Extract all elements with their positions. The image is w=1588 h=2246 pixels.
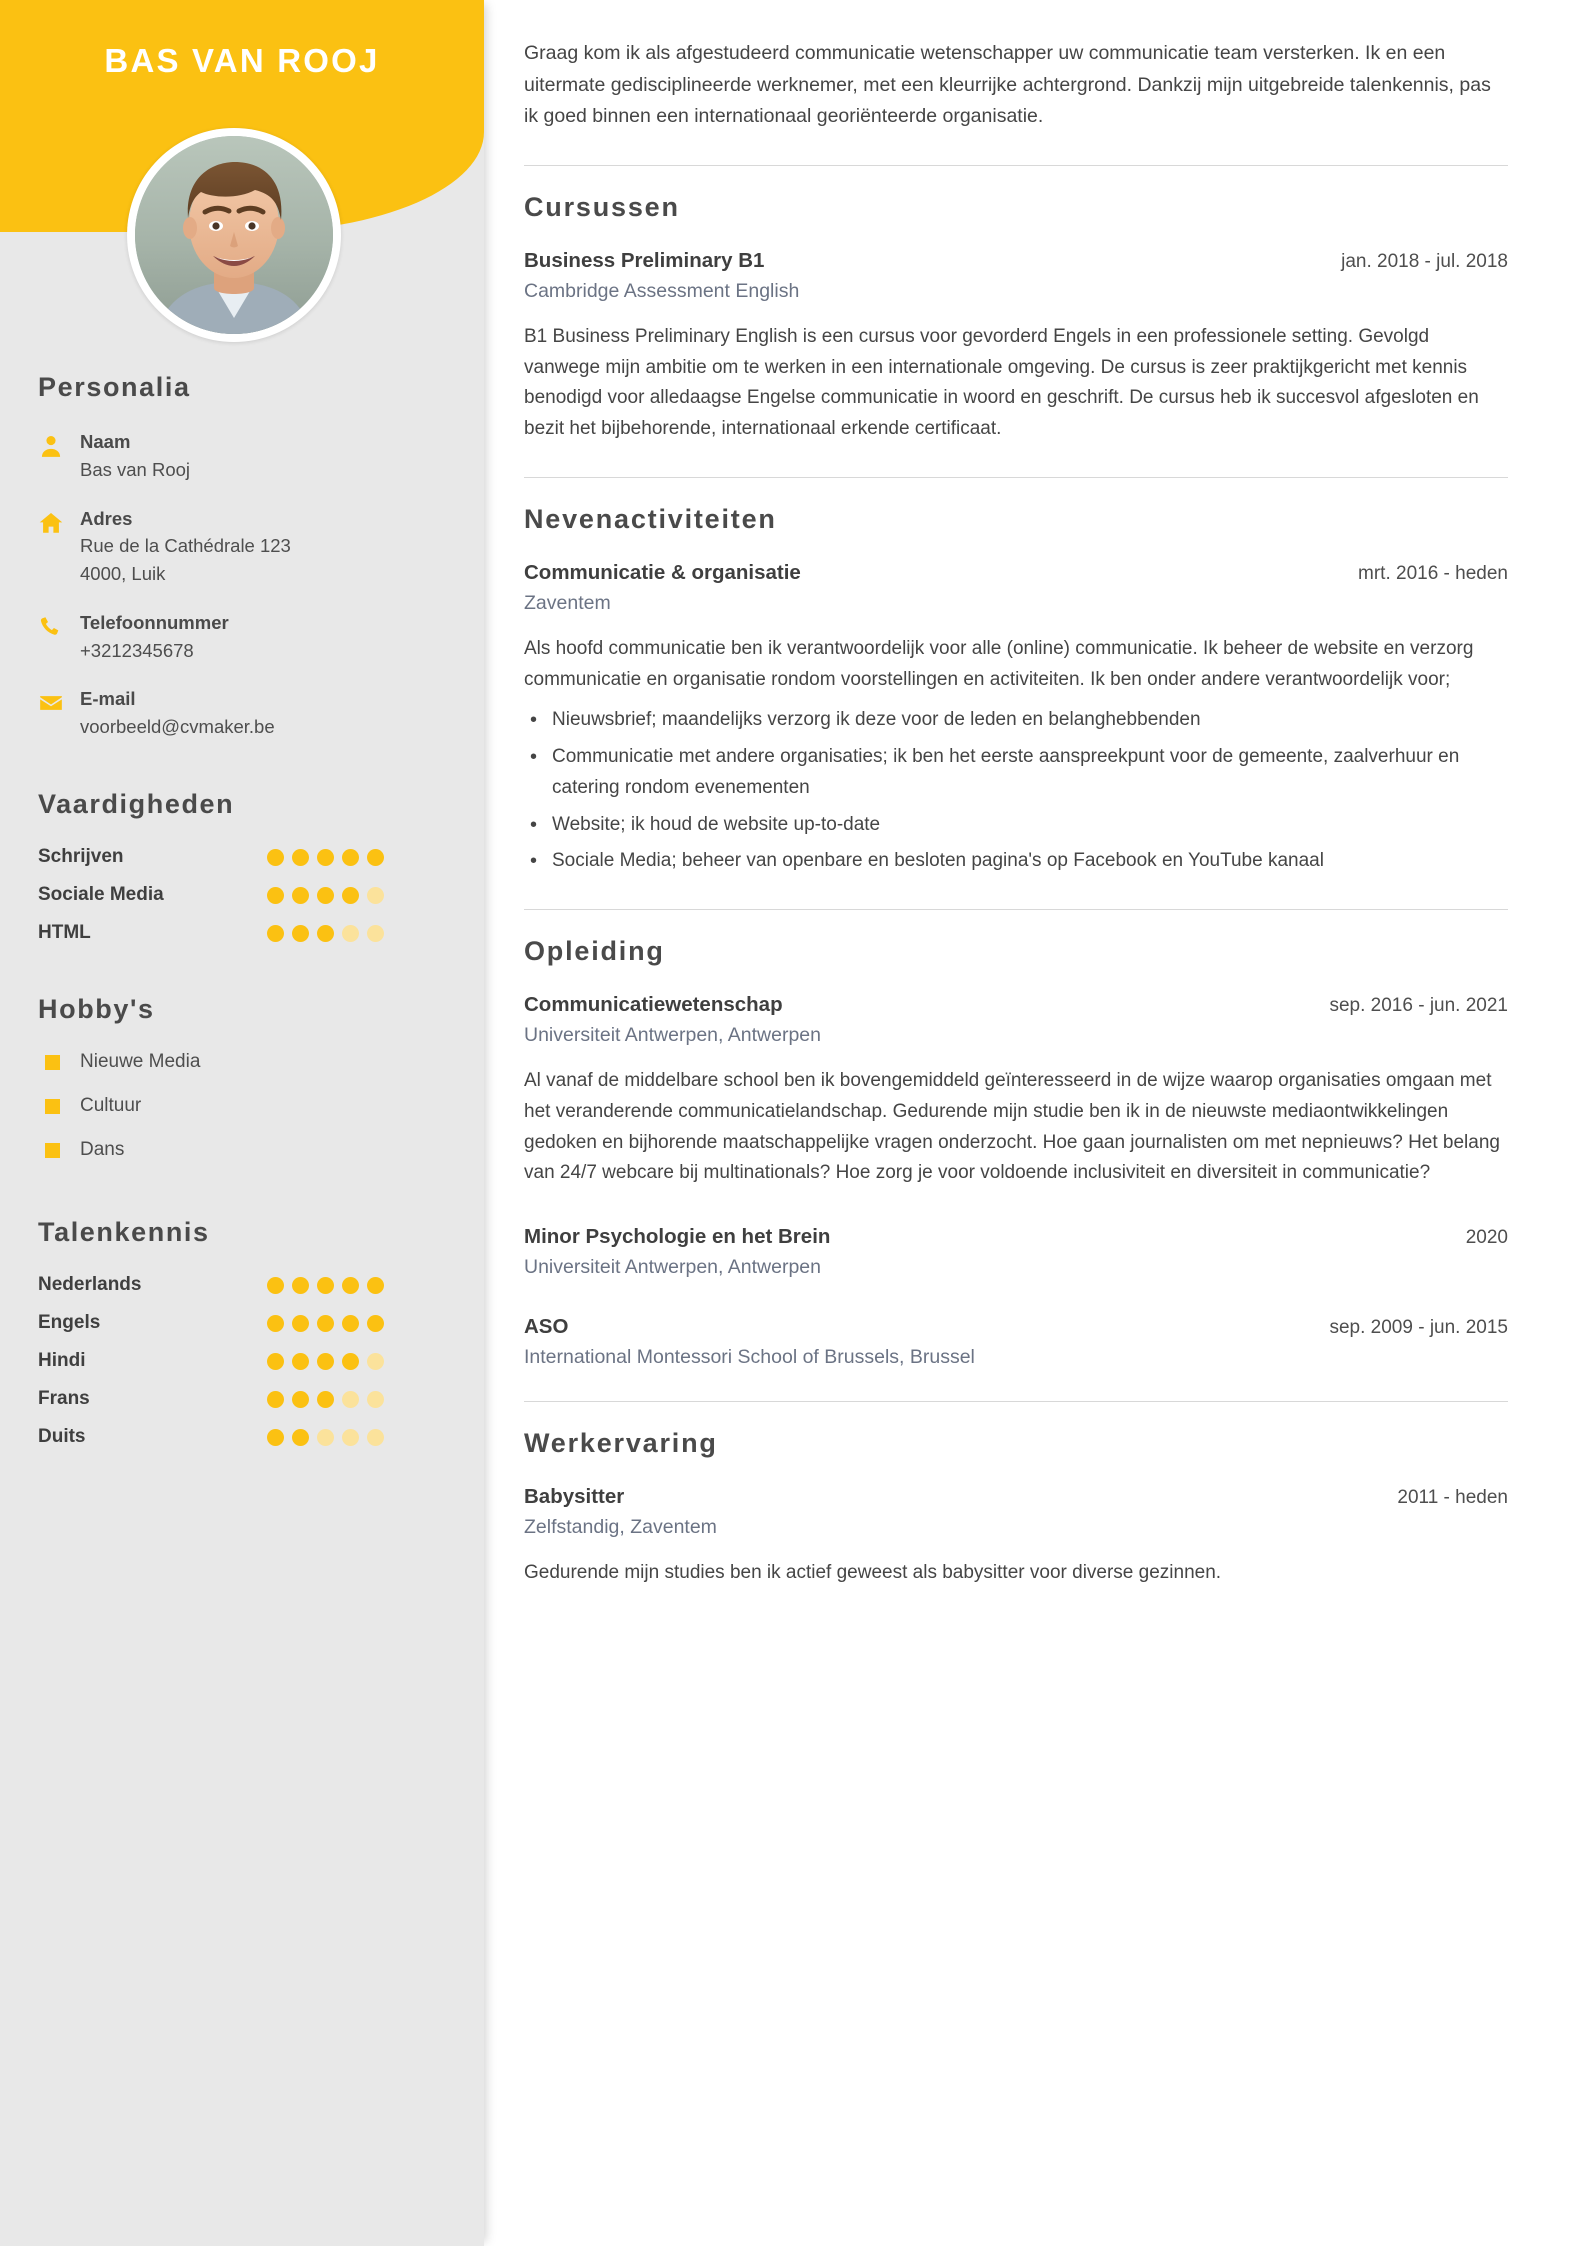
entry-date: jan. 2018 - jul. 2018 bbox=[1341, 250, 1508, 272]
entry-header bbox=[524, 1225, 1508, 1249]
rating-dot bbox=[367, 1315, 384, 1332]
entry-description: Gedurende mijn studies ben ik actief geweest als babysitter voor diverse gezinnen. bbox=[524, 1562, 1222, 1584]
list-item: • Website; ik houd de website up-to-date bbox=[524, 810, 1508, 841]
rating-dot bbox=[292, 849, 309, 866]
rating-dot bbox=[292, 925, 309, 942]
rating-dot bbox=[367, 1429, 384, 1446]
contact-label: E-mail bbox=[80, 688, 136, 710]
rating-dot bbox=[342, 887, 359, 904]
hobby-label: Cultuur bbox=[80, 1095, 142, 1116]
envelope-icon bbox=[38, 686, 80, 716]
bullet-square-icon bbox=[45, 1143, 60, 1158]
hobby-label: Dans bbox=[80, 1139, 125, 1160]
rating-dot bbox=[317, 887, 334, 904]
rating-dot bbox=[367, 887, 384, 904]
rating-dot bbox=[267, 1315, 284, 1332]
rating-dot bbox=[367, 1353, 384, 1370]
hobbies-heading: Hobby's bbox=[38, 994, 155, 1024]
entry-bullet-list bbox=[524, 705, 1508, 877]
rating-dot bbox=[342, 1277, 359, 1294]
entry-date: sep. 2016 - jun. 2021 bbox=[1329, 995, 1508, 1017]
skill-row bbox=[38, 922, 418, 944]
section-divider bbox=[524, 909, 1508, 910]
entry-description: B1 Business Preliminary English is een cursus voor gevorderd Engels in een professionele setting. Gevolgd vanwege mijn ambitie om te werken in een internationale omgeving. De cursus is zeer praktijkgericht met kennis benodigd voor alledaagse Engelse communicatie in woord en geschrift. De cursus heb ik succesvol afgesloten en bezit het bijbehorende, internationaal erkende certificaat. bbox=[524, 325, 1479, 440]
rating-dot bbox=[367, 1391, 384, 1408]
skill-rating bbox=[267, 925, 418, 942]
language-row bbox=[38, 1274, 418, 1296]
rating-dot bbox=[267, 887, 284, 904]
page-title: BAS VAN ROOJ bbox=[104, 42, 380, 79]
hobby-label: Nieuwe Media bbox=[80, 1051, 201, 1072]
rating-dot bbox=[292, 1277, 309, 1294]
language-label: Duits bbox=[38, 1426, 86, 1447]
entry-title: ASO bbox=[524, 1315, 569, 1339]
contact-label: Telefoonnummer bbox=[80, 611, 229, 633]
rating-dot bbox=[317, 1277, 334, 1294]
main-sections bbox=[524, 165, 1508, 1589]
entry-subtitle: Zelfstandig, Zaventem bbox=[524, 1516, 717, 1539]
rating-dot bbox=[342, 849, 359, 866]
language-row bbox=[38, 1388, 418, 1410]
rating-dot bbox=[317, 1429, 334, 1446]
entry-header bbox=[524, 1485, 1508, 1509]
entry-title: Communicatie & organisatie bbox=[524, 560, 801, 584]
rating-dot bbox=[317, 849, 334, 866]
language-row bbox=[38, 1426, 418, 1448]
entry bbox=[524, 1225, 1508, 1279]
contact-item-email bbox=[38, 686, 484, 741]
sidebar-content bbox=[0, 372, 484, 1464]
rating-dot bbox=[267, 925, 284, 942]
skills-heading: Vaardigheden bbox=[38, 789, 235, 819]
language-label: Hindi bbox=[38, 1350, 86, 1371]
section-heading: Werkervaring bbox=[524, 1428, 718, 1459]
entry-description: Al vanaf de middelbare school ben ik bovengemiddeld geïnteresseerd in de wijze waarop organisaties omgaan met het veranderende communicatielandschap. Gedurende mijn studie ben ik in de nieuwste mediaontwikkelingen gedoken en bijhorende maatschappelijke vragen onderzocht. Hoe gaan journalisten om met nepnieuws? Het belang van 24/7 webcare bij multinationals? Hoe zorg je voor voldoende inclusiviteit en diversiteit in communicatie? bbox=[524, 1070, 1500, 1184]
rating-dot bbox=[267, 1277, 284, 1294]
entry-header bbox=[524, 561, 1508, 585]
entry bbox=[524, 1485, 1508, 1589]
entry-title: Babysitter bbox=[524, 1485, 625, 1509]
rating-dot bbox=[342, 1353, 359, 1370]
rating-dot bbox=[317, 925, 334, 942]
section-divider bbox=[524, 165, 1508, 166]
rating-dot bbox=[292, 1353, 309, 1370]
sidebar bbox=[0, 0, 484, 2246]
language-rating bbox=[267, 1315, 418, 1332]
list-item: • Nieuwsbrief; maandelijks verzorg ik deze voor de leden en belanghebbenden bbox=[524, 705, 1508, 736]
entry-title: Communicatiewetenschap bbox=[524, 993, 783, 1017]
personalia-heading: Personalia bbox=[38, 372, 191, 402]
language-row bbox=[38, 1312, 418, 1334]
section-talenkennis bbox=[0, 1217, 484, 1448]
content-section bbox=[524, 477, 1508, 877]
skill-label: HTML bbox=[38, 922, 91, 943]
rating-dot bbox=[317, 1353, 334, 1370]
language-rating bbox=[267, 1429, 418, 1446]
language-rating bbox=[267, 1277, 418, 1294]
contact-label: Adres bbox=[80, 507, 133, 529]
contact-value-line2: 4000, Luik bbox=[80, 563, 166, 585]
contact-value: Bas van Rooj bbox=[80, 458, 191, 480]
entry-subtitle: International Montessori School of Brussels, Brussel bbox=[524, 1346, 975, 1369]
entry-subtitle: Zaventem bbox=[524, 591, 611, 614]
skills-list bbox=[0, 846, 484, 944]
rating-dot bbox=[342, 1391, 359, 1408]
entry-date: 2020 bbox=[1465, 1227, 1508, 1249]
contact-value: +3212345678 bbox=[80, 639, 194, 661]
skill-label: Schrijven bbox=[38, 846, 124, 867]
intro-paragraph: Graag kom ik als afgestudeerd communicatie wetenschapper uw communicatie team versterken. Ik en een uitermate gedisciplineerde werknemer, met een kleurrijke achtergrond. Dankzij mijn uitgebreide talenkennis, pas ik goed binnen een internationaal georiënteerde organisatie. bbox=[524, 42, 1491, 128]
hobby-item bbox=[45, 1139, 484, 1161]
rating-dot bbox=[267, 1391, 284, 1408]
section-divider bbox=[524, 1401, 1508, 1402]
avatar bbox=[127, 128, 341, 342]
section-heading: Nevenactiviteiten bbox=[524, 503, 777, 534]
hobby-item bbox=[45, 1051, 484, 1073]
entry-title: Minor Psychologie en het Brein bbox=[524, 1225, 831, 1249]
section-heading: Opleiding bbox=[524, 936, 665, 967]
rating-dot bbox=[367, 849, 384, 866]
rating-dot bbox=[292, 1429, 309, 1446]
list-item: • Communicatie met andere organisaties; ik ben het eerste aanspreekpunt voor de gemeente, zaalverhuur en catering rondom evenementen bbox=[524, 742, 1508, 804]
language-label: Frans bbox=[38, 1388, 90, 1409]
section-vaardigheden bbox=[0, 789, 484, 944]
contact-label: Naam bbox=[80, 431, 131, 452]
person-icon bbox=[38, 429, 80, 459]
contact-item-naam bbox=[38, 429, 484, 484]
skill-label: Sociale Media bbox=[38, 884, 164, 905]
skill-rating bbox=[267, 887, 418, 904]
content-section bbox=[524, 909, 1508, 1369]
contact-value: voorbeeld@cvmaker.be bbox=[80, 716, 275, 738]
section-hobbys bbox=[0, 994, 484, 1161]
entry bbox=[524, 1315, 1508, 1369]
content-section bbox=[524, 1401, 1508, 1589]
entry-subtitle: Cambridge Assessment English bbox=[524, 279, 800, 302]
rating-dot bbox=[267, 1353, 284, 1370]
section-divider bbox=[524, 477, 1508, 478]
rating-dot bbox=[292, 887, 309, 904]
rating-dot bbox=[292, 1391, 309, 1408]
contact-item-telefoonnummer bbox=[38, 610, 484, 665]
content-section bbox=[524, 165, 1508, 445]
entry bbox=[524, 249, 1508, 445]
bullet-square-icon bbox=[45, 1099, 60, 1114]
language-rating bbox=[267, 1353, 418, 1370]
rating-dot bbox=[317, 1315, 334, 1332]
entry-header bbox=[524, 249, 1508, 273]
list-item: • Sociale Media; beheer van openbare en besloten pagina's op Facebook en YouTube kanaal bbox=[524, 846, 1508, 877]
entry-title: Business Preliminary B1 bbox=[524, 248, 765, 272]
phone-icon bbox=[38, 610, 80, 638]
contact-item-adres bbox=[38, 506, 484, 588]
rating-dot bbox=[367, 925, 384, 942]
rating-dot bbox=[342, 1429, 359, 1446]
rating-dot bbox=[342, 1315, 359, 1332]
section-personalia bbox=[0, 372, 484, 741]
rating-dot bbox=[367, 1277, 384, 1294]
main-content bbox=[484, 0, 1588, 2246]
bullet-square-icon bbox=[45, 1055, 60, 1070]
hobby-item bbox=[45, 1095, 484, 1117]
entry-header bbox=[524, 993, 1508, 1017]
skill-row bbox=[38, 846, 418, 868]
entry-date: sep. 2009 - jun. 2015 bbox=[1329, 1317, 1508, 1339]
section-heading: Cursussen bbox=[524, 191, 680, 222]
languages-list bbox=[0, 1274, 484, 1448]
contact-value: Rue de la Cathédrale 123 bbox=[80, 535, 291, 557]
entry-header bbox=[524, 1315, 1508, 1339]
skill-row bbox=[38, 884, 418, 906]
rating-dot bbox=[267, 1429, 284, 1446]
skill-rating bbox=[267, 849, 418, 866]
entry-date: 2011 - heden bbox=[1397, 1487, 1508, 1509]
entry bbox=[524, 993, 1508, 1189]
entry-subtitle: Universiteit Antwerpen, Antwerpen bbox=[524, 1024, 821, 1047]
language-row bbox=[38, 1350, 418, 1372]
rating-dot bbox=[267, 849, 284, 866]
hobbies-list bbox=[0, 1051, 484, 1161]
entry-description: Als hoofd communicatie ben ik verantwoordelijk voor alle (online) communicatie. Ik beheer de website en verzorg communicatie en organisatie rondom voorstellingen en activiteiten. Ik ben onder andere verantwoordelijk voor; bbox=[524, 637, 1474, 690]
entry-subtitle: Universiteit Antwerpen, Antwerpen bbox=[524, 1256, 821, 1279]
rating-dot bbox=[292, 1315, 309, 1332]
entry bbox=[524, 561, 1508, 877]
language-label: Nederlands bbox=[38, 1274, 142, 1295]
language-rating bbox=[267, 1391, 418, 1408]
languages-heading: Talenkennis bbox=[38, 1217, 210, 1247]
rating-dot bbox=[317, 1391, 334, 1408]
entry-date: mrt. 2016 - heden bbox=[1358, 562, 1508, 584]
avatar-image bbox=[135, 136, 333, 334]
home-icon bbox=[38, 506, 80, 536]
language-label: Engels bbox=[38, 1312, 101, 1333]
rating-dot bbox=[342, 925, 359, 942]
